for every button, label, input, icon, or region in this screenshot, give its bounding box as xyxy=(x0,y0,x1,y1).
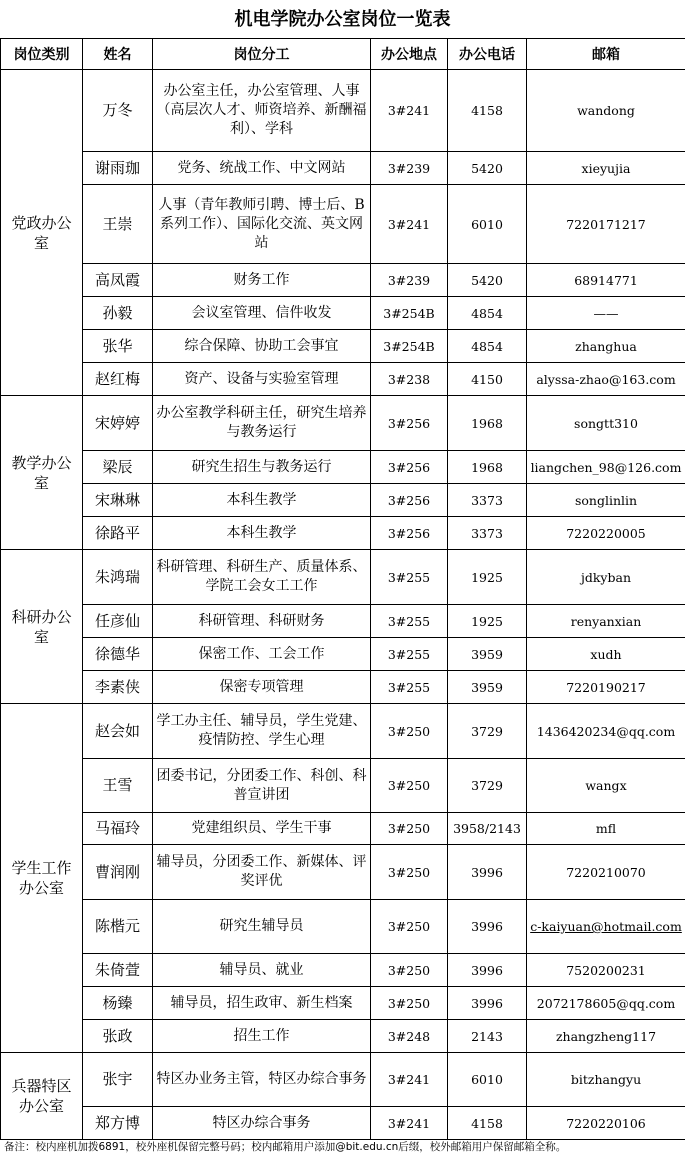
duty-cell: 学工办主任、辅导员，学生党建、疫情防控、学生心理 xyxy=(153,704,371,759)
location-cell: 3#250 xyxy=(371,704,448,759)
table-row xyxy=(1,704,685,759)
table-row xyxy=(1,900,685,954)
email-cell: 7220190217 xyxy=(527,671,685,704)
duty-cell: 招生工作 xyxy=(153,1020,371,1053)
name-cell: 宋琳琳 xyxy=(83,484,153,517)
duty-cell: 特区办业务主管，特区办综合事务 xyxy=(153,1053,371,1107)
location-cell: 3#250 xyxy=(371,813,448,845)
name-cell: 陈楷元 xyxy=(83,900,153,954)
name-cell: 万冬 xyxy=(83,70,153,152)
location-cell: 3#241 xyxy=(371,185,448,264)
phone-cell: 1968 xyxy=(448,396,527,451)
location-cell: 3#256 xyxy=(371,517,448,550)
phone-cell: 4854 xyxy=(448,297,527,330)
location-cell: 3#250 xyxy=(371,759,448,813)
duty-cell: 科研管理、科研生产、质量体系、学院工会女工工作 xyxy=(153,550,371,605)
phone-cell: 5420 xyxy=(448,264,527,297)
duty-cell: 保密专项管理 xyxy=(153,671,371,704)
email-cell: zhanghua xyxy=(527,330,685,363)
location-cell: 3#250 xyxy=(371,900,448,954)
duty-cell: 党务、统战工作、中文网站 xyxy=(153,152,371,185)
email-cell: bitzhangyu xyxy=(527,1053,685,1107)
name-cell: 赵红梅 xyxy=(83,363,153,396)
email-cell: 7220220005 xyxy=(527,517,685,550)
table-row xyxy=(1,1053,685,1107)
location-cell: 3#255 xyxy=(371,550,448,605)
name-cell: 张宇 xyxy=(83,1053,153,1107)
location-cell: 3#255 xyxy=(371,638,448,671)
phone-cell: 1925 xyxy=(448,550,527,605)
name-cell: 张华 xyxy=(83,330,153,363)
table-row xyxy=(1,813,685,845)
name-cell: 任彦仙 xyxy=(83,605,153,638)
location-cell: 3#250 xyxy=(371,987,448,1020)
duty-cell: 本科生教学 xyxy=(153,517,371,550)
name-cell: 王崇 xyxy=(83,185,153,264)
table-row xyxy=(1,152,685,185)
email-cell: wandong xyxy=(527,70,685,152)
table-row xyxy=(1,987,685,1020)
email-cell: xudh xyxy=(527,638,685,671)
email-cell: 1436420234@qq.com xyxy=(527,704,685,759)
email-cell: zhangzheng117 xyxy=(527,1020,685,1053)
duty-cell: 资产、设备与实验室管理 xyxy=(153,363,371,396)
phone-cell: 4158 xyxy=(448,1107,527,1140)
table-row xyxy=(1,1020,685,1053)
email-cell: 7520200231 xyxy=(527,954,685,987)
duty-cell: 党建组织员、学生干事 xyxy=(153,813,371,845)
table-row xyxy=(1,396,685,451)
table-row xyxy=(1,363,685,396)
duty-cell: 研究生辅导员 xyxy=(153,900,371,954)
phone-cell: 6010 xyxy=(448,1053,527,1107)
location-cell: 3#241 xyxy=(371,70,448,152)
email-cell: liangchen_98@126.com xyxy=(527,451,685,484)
location-cell: 3#238 xyxy=(371,363,448,396)
header-name: 姓名 xyxy=(83,39,153,70)
name-cell: 赵会如 xyxy=(83,704,153,759)
table-row xyxy=(1,550,685,605)
phone-cell: 3958/2143 xyxy=(448,813,527,845)
phone-cell: 3996 xyxy=(448,900,527,954)
name-cell: 孙毅 xyxy=(83,297,153,330)
duty-cell: 特区办综合事务 xyxy=(153,1107,371,1140)
location-cell: 3#239 xyxy=(371,152,448,185)
location-cell: 3#256 xyxy=(371,451,448,484)
name-cell: 朱鸿瑞 xyxy=(83,550,153,605)
category-cell: 教学办公室 xyxy=(1,396,83,550)
duty-cell: 辅导员，分团委工作、新媒体、评奖评优 xyxy=(153,845,371,900)
duty-cell: 财务工作 xyxy=(153,264,371,297)
email-cell: 7220220106 xyxy=(527,1107,685,1140)
email-cell: 7220210070 xyxy=(527,845,685,900)
phone-cell: 1968 xyxy=(448,451,527,484)
phone-cell: 3729 xyxy=(448,759,527,813)
header-duty: 岗位分工 xyxy=(153,39,371,70)
table-row xyxy=(1,185,685,264)
footnote: 备注：校内座机加拨6891，校外座机保留完整号码；校内邮箱用户添加@bit.edu.cn后缀，校外邮箱用户保留邮箱全称。 xyxy=(4,1141,567,1153)
email-cell: songtt310 xyxy=(527,396,685,451)
phone-cell: 4158 xyxy=(448,70,527,152)
phone-cell: 3729 xyxy=(448,704,527,759)
name-cell: 杨臻 xyxy=(83,987,153,1020)
phone-cell: 3996 xyxy=(448,954,527,987)
duty-cell: 团委书记，分团委工作、科创、科普宣讲团 xyxy=(153,759,371,813)
name-cell: 高凤霞 xyxy=(83,264,153,297)
email-cell: songlinlin xyxy=(527,484,685,517)
header-location: 办公地点 xyxy=(371,39,448,70)
location-cell: 3#256 xyxy=(371,484,448,517)
email-cell: alyssa-zhao@163.com xyxy=(527,363,685,396)
duty-cell: 保密工作、工会工作 xyxy=(153,638,371,671)
name-cell: 李素侠 xyxy=(83,671,153,704)
table-row xyxy=(1,1107,685,1140)
name-cell: 梁辰 xyxy=(83,451,153,484)
location-cell: 3#248 xyxy=(371,1020,448,1053)
phone-cell: 3996 xyxy=(448,987,527,1020)
email-cell: renyanxian xyxy=(527,605,685,638)
location-cell: 3#241 xyxy=(371,1053,448,1107)
header-category: 岗位类别 xyxy=(1,39,83,70)
email-cell[interactable]: c-kaiyuan@hotmail.com xyxy=(527,900,685,954)
email-cell: xieyujia xyxy=(527,152,685,185)
email-cell: 2072178605@qq.com xyxy=(527,987,685,1020)
name-cell: 谢雨珈 xyxy=(83,152,153,185)
name-cell: 马福玲 xyxy=(83,813,153,845)
phone-cell: 3373 xyxy=(448,484,527,517)
name-cell: 宋婷婷 xyxy=(83,396,153,451)
email-cell: jdkyban xyxy=(527,550,685,605)
category-cell: 党政办公室 xyxy=(1,70,83,396)
name-cell: 朱倚萱 xyxy=(83,954,153,987)
email-cell: —— xyxy=(527,297,685,330)
location-cell: 3#250 xyxy=(371,954,448,987)
duty-cell: 办公室主任，办公室管理、人事（高层次人才、师资培养、新酬福利）、学科 xyxy=(153,70,371,152)
phone-cell: 2143 xyxy=(448,1020,527,1053)
duty-cell: 办公室教学科研主任，研究生培养与教务运行 xyxy=(153,396,371,451)
phone-cell: 3996 xyxy=(448,845,527,900)
location-cell: 3#256 xyxy=(371,396,448,451)
staff-table xyxy=(0,38,685,1140)
location-cell: 3#239 xyxy=(371,264,448,297)
email-cell: 68914771 xyxy=(527,264,685,297)
table-row xyxy=(1,845,685,900)
name-cell: 王雪 xyxy=(83,759,153,813)
duty-cell: 研究生招生与教务运行 xyxy=(153,451,371,484)
phone-cell: 6010 xyxy=(448,185,527,264)
phone-cell: 4150 xyxy=(448,363,527,396)
duty-cell: 科研管理、科研财务 xyxy=(153,605,371,638)
table-row xyxy=(1,605,685,638)
location-cell: 3#255 xyxy=(371,671,448,704)
header-email: 邮箱 xyxy=(527,39,685,70)
duty-cell: 人事（青年教师引聘、博士后、B系列工作）、国际化交流、英文网站 xyxy=(153,185,371,264)
name-cell: 徐路平 xyxy=(83,517,153,550)
duty-cell: 综合保障、协助工会事宜 xyxy=(153,330,371,363)
table-row xyxy=(1,638,685,671)
name-cell: 张政 xyxy=(83,1020,153,1053)
page-title: 机电学院办公室岗位一览表 xyxy=(234,9,451,30)
duty-cell: 会议室管理、信件收发 xyxy=(153,297,371,330)
table-row xyxy=(1,484,685,517)
category-cell: 科研办公室 xyxy=(1,550,83,704)
duty-cell: 辅导员、就业 xyxy=(153,954,371,987)
email-cell: 7220171217 xyxy=(527,185,685,264)
phone-cell: 3959 xyxy=(448,638,527,671)
name-cell: 徐德华 xyxy=(83,638,153,671)
phone-cell: 3959 xyxy=(448,671,527,704)
table-row xyxy=(1,517,685,550)
location-cell: 3#241 xyxy=(371,1107,448,1140)
email-cell: wangx xyxy=(527,759,685,813)
phone-cell: 1925 xyxy=(448,605,527,638)
location-cell: 3#250 xyxy=(371,845,448,900)
table-row xyxy=(1,70,685,152)
table-row xyxy=(1,264,685,297)
table-row xyxy=(1,954,685,987)
category-cell: 兵器特区办公室 xyxy=(1,1053,83,1140)
phone-cell: 4854 xyxy=(448,330,527,363)
table-row xyxy=(1,759,685,813)
duty-cell: 辅导员，招生政审、新生档案 xyxy=(153,987,371,1020)
name-cell: 郑方博 xyxy=(83,1107,153,1140)
table-header-row xyxy=(1,39,685,70)
location-cell: 3#254B xyxy=(371,330,448,363)
phone-cell: 5420 xyxy=(448,152,527,185)
table-row xyxy=(1,451,685,484)
email-cell: mfl xyxy=(527,813,685,845)
phone-cell: 3373 xyxy=(448,517,527,550)
table-row xyxy=(1,330,685,363)
name-cell: 曹润刚 xyxy=(83,845,153,900)
header-phone: 办公电话 xyxy=(448,39,527,70)
table-row xyxy=(1,671,685,704)
location-cell: 3#254B xyxy=(371,297,448,330)
category-cell: 学生工作办公室 xyxy=(1,704,83,1053)
location-cell: 3#255 xyxy=(371,605,448,638)
duty-cell: 本科生教学 xyxy=(153,484,371,517)
table-row xyxy=(1,297,685,330)
